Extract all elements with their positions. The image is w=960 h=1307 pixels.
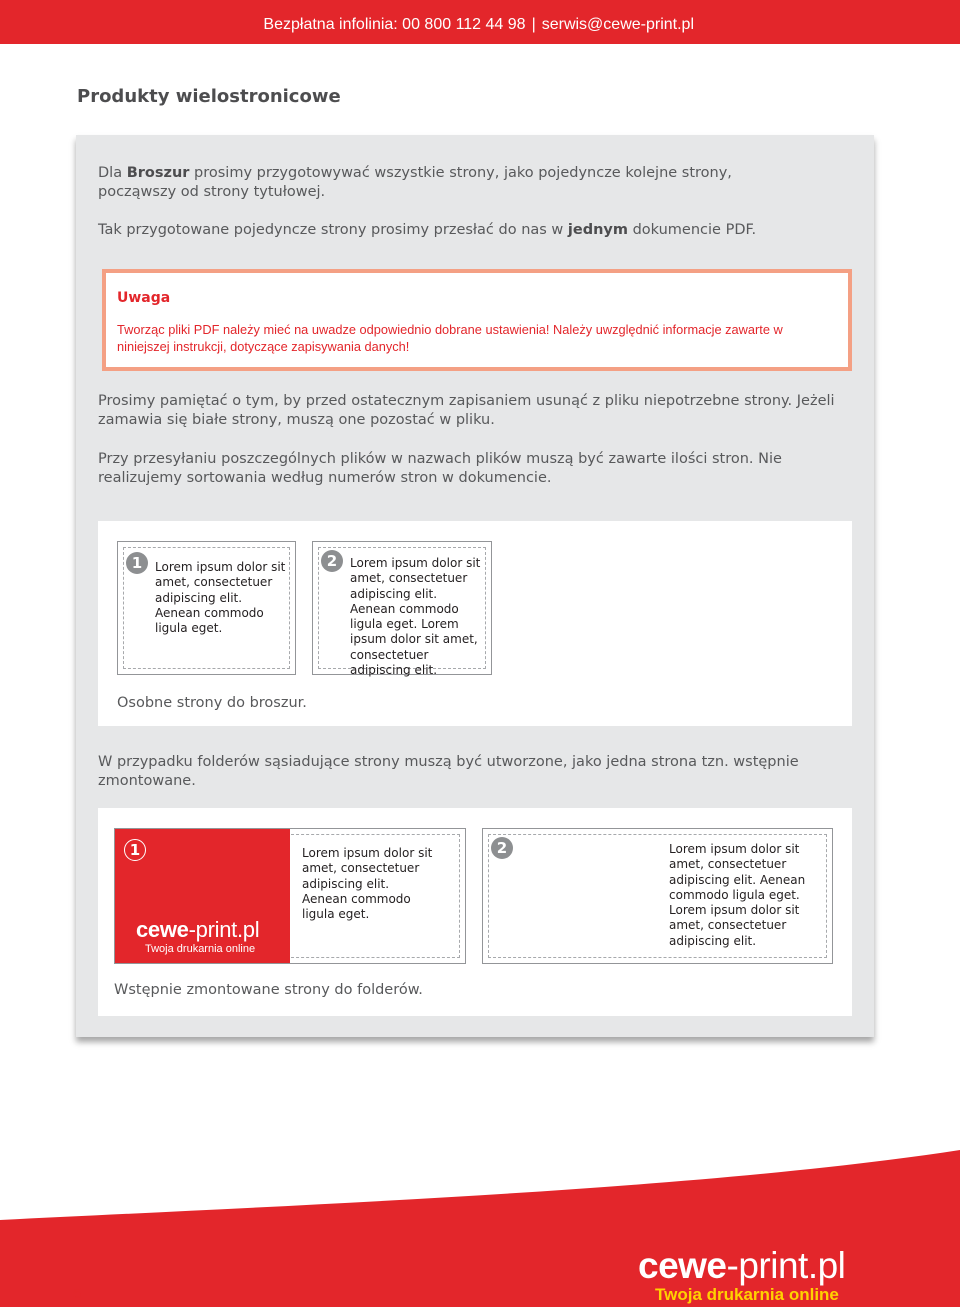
intro-text-rest: dokumencie PDF. bbox=[627, 222, 757, 238]
footer-tagline: Twoja drukarnia online bbox=[655, 1285, 839, 1304]
intro-bold-broszur: Broszur bbox=[126, 165, 190, 181]
page-title: Produkty wielostronicowe bbox=[77, 86, 341, 107]
cover-page bbox=[115, 829, 290, 963]
logo-bold: cewe bbox=[638, 1245, 727, 1286]
warning-text: Tworząc pliki PDF należy mieć na uwadze odpowiednio dobrane ustawienia! Należy uwzględnić informacje zawarte w niniejszej instrukcji, dotyczące zapisywania danych! bbox=[117, 322, 783, 354]
cewe-logo-footer bbox=[638, 1245, 845, 1287]
intro-text: Dla bbox=[98, 165, 127, 181]
content-panel bbox=[76, 135, 874, 1037]
page-text: Lorem ipsum dolor sit amet, consectetuer adipiscing elit. Aenean commodo ligula eget. Lorem ipsum dolor sit amet, consectetuer adipiscing elit. bbox=[669, 842, 806, 948]
paragraph-file-names: Przy przesyłaniu poszczególnych plików w nazwach plików muszą być zawarte ilości stron. Nie realizujemy sortowania według numerów stron w dokumencie. bbox=[98, 451, 782, 486]
separator: | bbox=[531, 16, 536, 33]
intro-text: Tak przygotowane pojedyncze strony prosimy przesłać do nas w bbox=[98, 222, 568, 238]
page-text: Lorem ipsum dolor sit amet, consectetuer adipiscing elit. Aenean commodo ligula eget. Lorem ipsum dolor sit amet, consectetuer adipiscing elit. bbox=[350, 556, 481, 678]
folder-spread-2 bbox=[482, 828, 833, 964]
intro-paragraph-2 bbox=[98, 221, 838, 240]
page-number-badge: 1 bbox=[124, 839, 146, 861]
brochure-example-card bbox=[98, 521, 852, 726]
warning-box bbox=[102, 269, 852, 371]
logo-rest: -print.pl bbox=[726, 1245, 846, 1286]
paragraph-unneeded-pages: Prosimy pamiętać o tym, by przed ostatecznym zapisaniem usunąć z pliku niepotrzebne strony. Jeżeli zamawia się białe strony, muszą one pozostać w pliku. bbox=[98, 393, 835, 428]
page-text: Lorem ipsum dolor sit amet, consectetuer adipiscing elit. Aenean commodo ligula eget. bbox=[155, 560, 286, 636]
warning-title: Uwaga bbox=[117, 290, 171, 306]
brochure-page-1 bbox=[117, 541, 296, 675]
logo-tagline: Twoja drukarnia online bbox=[145, 943, 256, 955]
cewe-logo bbox=[136, 917, 259, 943]
page-number-badge: 1 bbox=[126, 552, 148, 574]
contact-line bbox=[263, 16, 694, 34]
paragraph-folders: W przypadku folderów sąsiadujące strony muszą być utworzone, jako jedna strona tzn. wstępnie zmontowane. bbox=[98, 754, 799, 789]
logo-bold: cewe bbox=[136, 917, 189, 942]
brochure-page-2 bbox=[312, 541, 492, 678]
page-text: Lorem ipsum dolor sit amet, consectetuer adipiscing elit. Aenean commodo ligula eget. bbox=[302, 846, 433, 922]
top-bar bbox=[0, 0, 960, 44]
logo-rest: -print.pl bbox=[188, 917, 260, 942]
email-link[interactable]: serwis@cewe-print.pl bbox=[541, 16, 694, 33]
folder-spread-1 bbox=[114, 828, 466, 964]
page-number-badge: 2 bbox=[491, 837, 513, 859]
brochure-caption: Osobne strony do broszur. bbox=[117, 695, 307, 711]
infoline-text: Bezpłatna infolinia: 00 800 112 44 98 bbox=[263, 16, 526, 33]
intro-paragraph-1 bbox=[98, 164, 798, 202]
folder-example-card bbox=[98, 808, 852, 1016]
intro-text-rest: prosimy przygotowywać wszystkie strony, jako pojedyncze kolejne strony, począwszy od strony tytułowej. bbox=[98, 165, 732, 200]
page-number-badge: 2 bbox=[321, 550, 343, 572]
intro-bold-jednym: jednym bbox=[567, 222, 628, 238]
page-number: 5 bbox=[73, 1285, 82, 1302]
folder-caption: Wstępnie zmontowane strony do folderów. bbox=[114, 982, 423, 998]
